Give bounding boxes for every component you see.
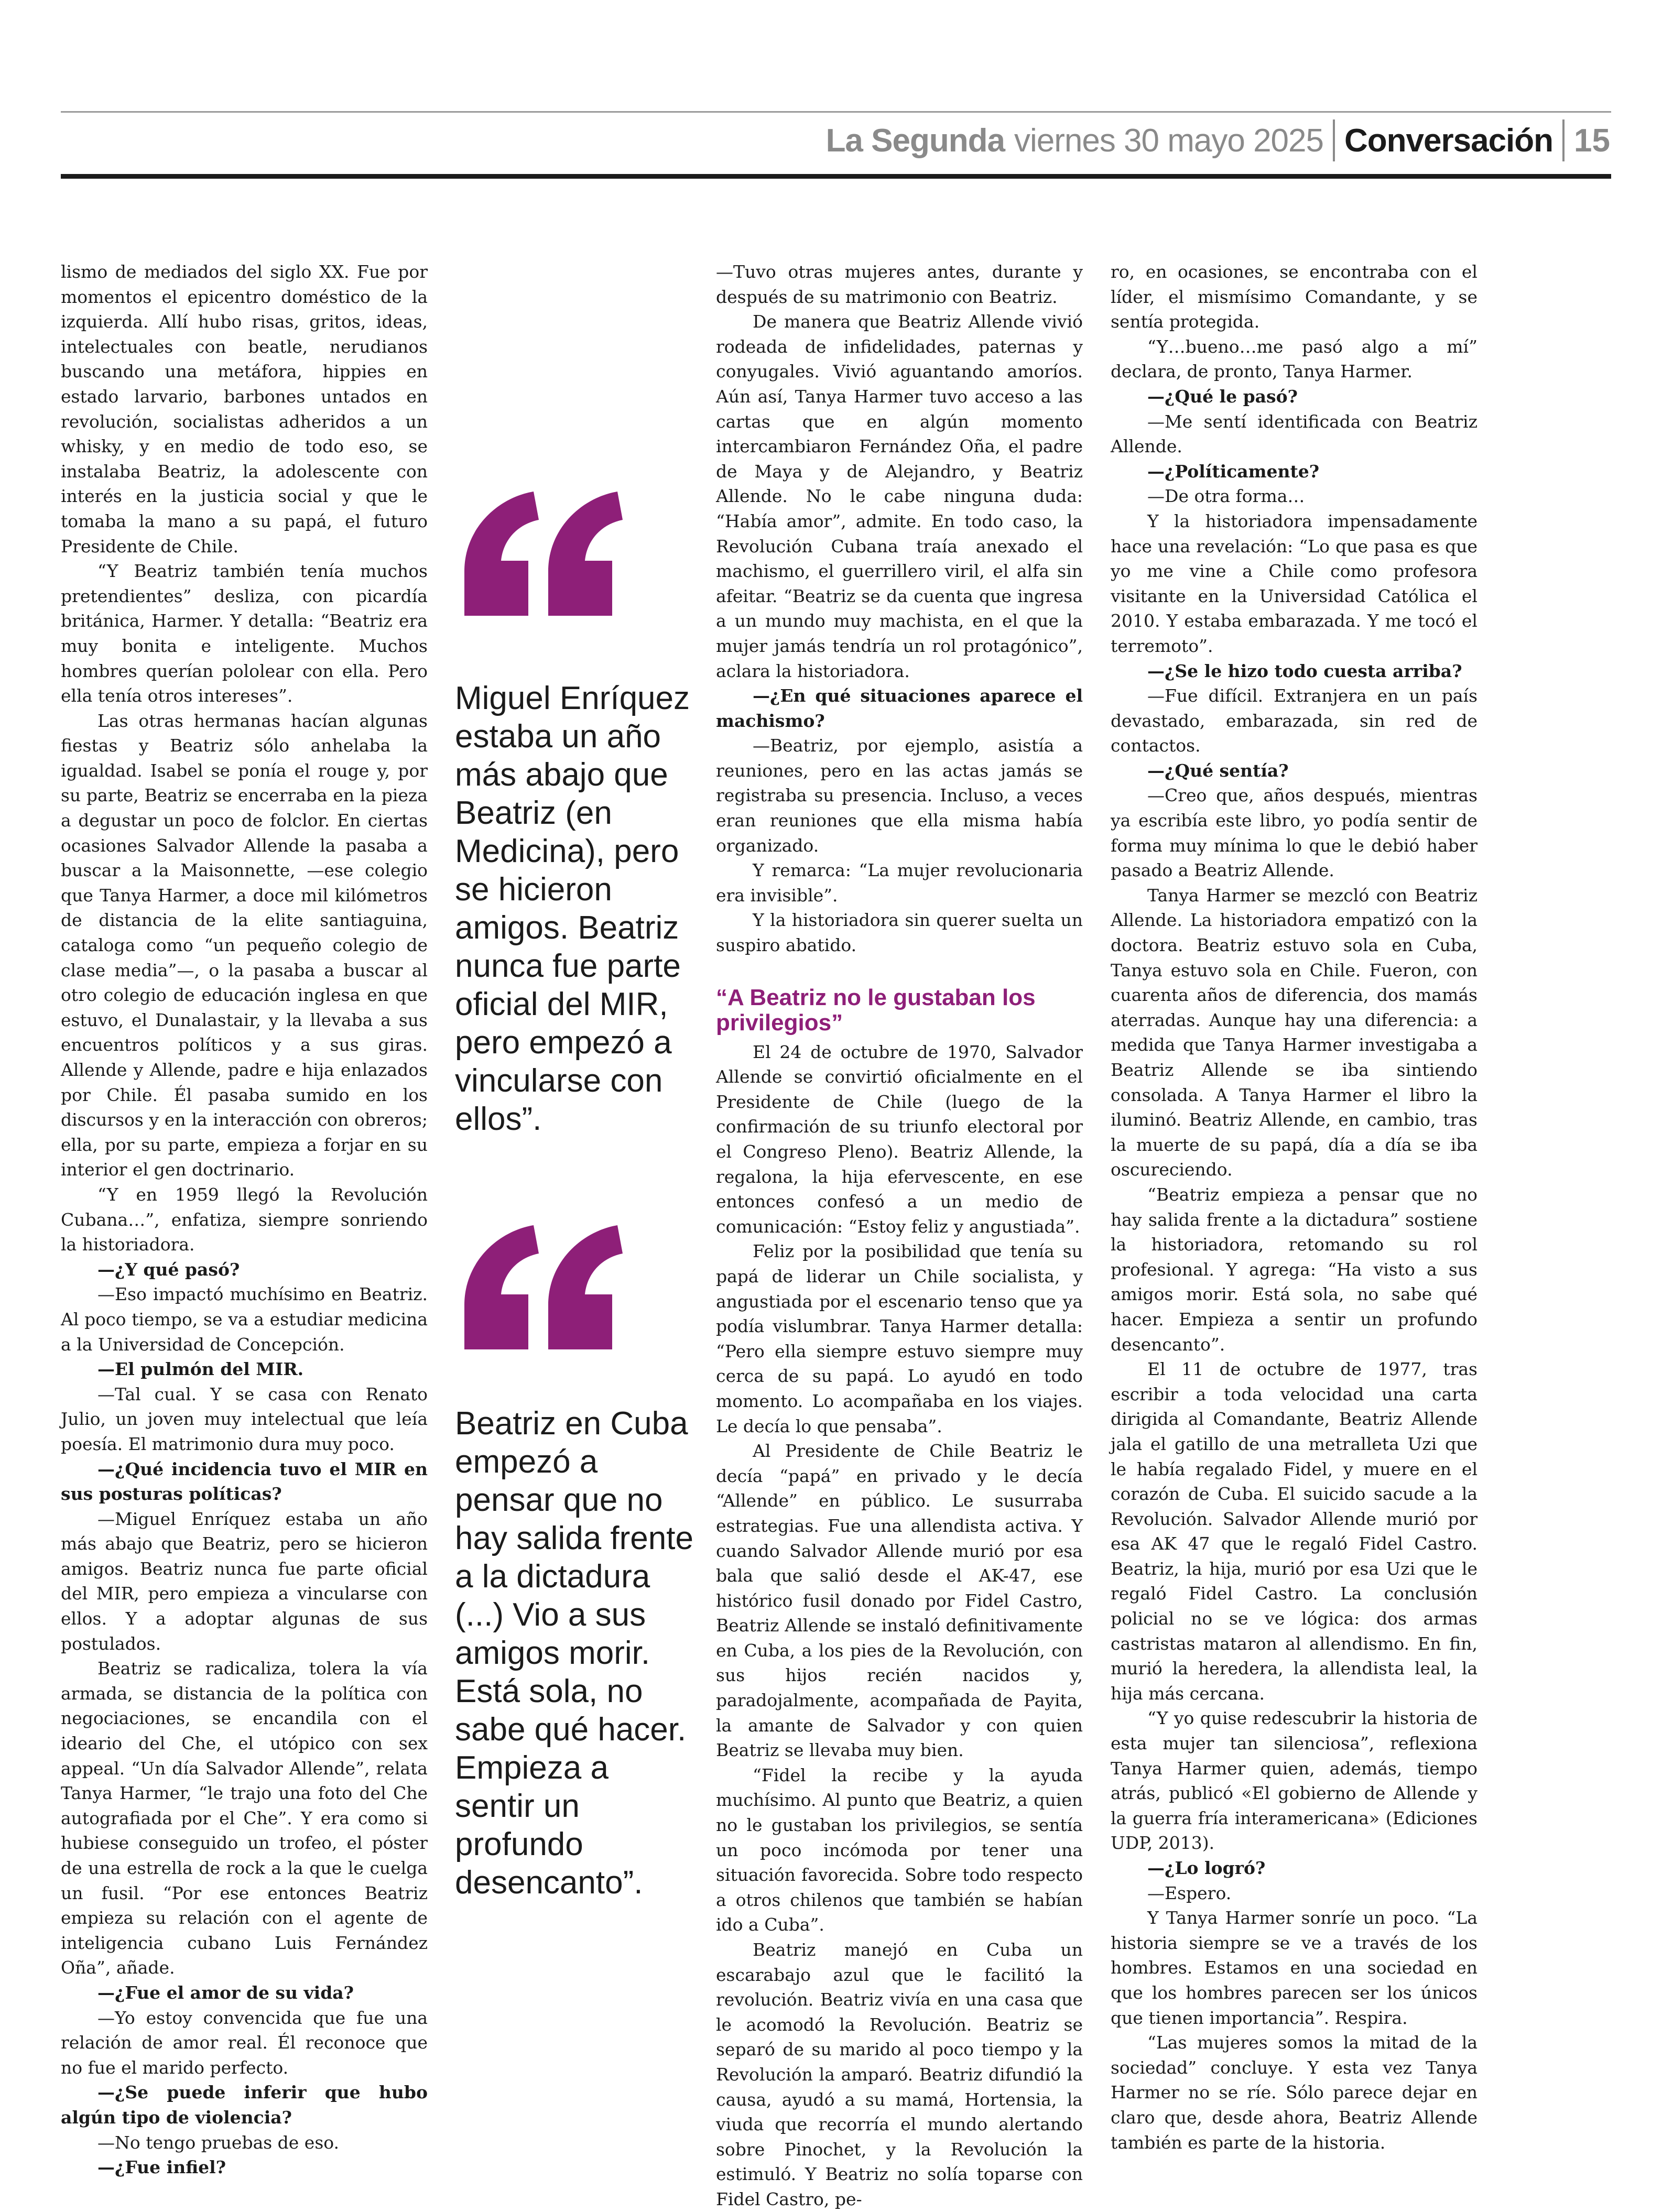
body-paragraph: “Las mujeres somos la mitad de la sociedad” concluye. Y esta vez Tanya Harmer no se ríe. Sólo parece dejar en claro que, desde ahora, Beatriz Allende también es parte de la historia.	[1111, 2032, 1478, 2153]
article-column-3	[716, 259, 1083, 2212]
interview-answer: —Tuvo otras mujeres antes, durante y después de su matrimonio con Beatriz.	[716, 261, 1083, 307]
header-separator	[1562, 119, 1565, 161]
body-paragraph: ro, en ocasiones, se encontraba con el líder, el mismísimo Comandante, y se sentía protegida.	[1111, 261, 1478, 332]
body-paragraph: Y la historiadora impensadamente hace una revelación: “Lo que pasa es que yo me vine a Chile como profesora visitante en la Universidad Católica el 2010. Y estaba embarazada. Y me tocó el terremoto”.	[1111, 510, 1478, 656]
body-paragraph: “Beatriz empieza a pensar que no hay salida frente a la dictadura” sostiene la historiadora, retomando su rol profesional. Y agrega: “Ha visto a sus amigos morir. Está sola, no sabe qué hacer. Empieza a sentir un profundo desencanto”.	[1111, 1184, 1478, 1355]
header-bottom-rule	[61, 174, 1611, 179]
newspaper-brand: La Segunda	[825, 122, 1005, 159]
interview-question: —¿En qué situaciones aparece el machismo?	[716, 685, 1083, 731]
interview-answer: —Eso impactó muchísimo en Beatriz. Al poco tiempo, se va a estudiar medicina a la Universidad de Concepción.	[61, 1284, 428, 1355]
body-paragraph: De manera que Beatriz Allende vivió rodeada de infidelidades, paternas y conyugales. Vivió aguantando amoríos. Aún así, Tanya Harmer tuvo acceso a las cartas que en algún momento intercambiaron Fernández Oña, el padre de Maya y de Alejandro, y Beatriz Allende. No le cabe ninguna duda: “Había amor”, admite. En todo caso, la Revolución Cubana traía anexado el machismo, el guerrillero viril, el alfa sin afeitar. “Beatriz se da cuenta que ingresa a un mundo muy machista, en el que la mujer jamás tendría un rol protagónico”, aclara la historiadora.	[716, 311, 1083, 681]
header-separator	[1333, 119, 1335, 161]
body-paragraph: “Y…bueno…me pasó algo a mí” declara, de pronto, Tanya Harmer.	[1111, 336, 1478, 382]
interview-answer: —No tengo pruebas de eso.	[97, 2132, 340, 2153]
interview-question: —¿Se puede inferir que hubo algún tipo de violencia?	[61, 2082, 428, 2128]
interview-answer: —Me sentí identificada con Beatriz Allende.	[1111, 411, 1478, 457]
body-paragraph: El 24 de octubre de 1970, Salvador Allende se convirtió oficialmente en el Presidente de Chile (luego de la confirmación de su triunfo electoral por el Congreso Pleno). Beatriz Allende, la regalona, la hija efervescente, en ese entonces confesó a un medio de comunicación: “Estoy feliz y angustiada”.	[716, 1041, 1083, 1237]
article-column-4	[1111, 259, 1478, 2155]
interview-answer: —Miguel Enríquez estaba un año más abajo que Beatriz, pero se hicieron amigos. Beatriz nunca fue parte oficial del MIR, pero empieza a vincularse con ellos. Y a adoptar algunas de sus postulados.	[61, 1508, 428, 1654]
section-subhead: “A Beatriz no le gustaban los privilegios”	[716, 984, 1036, 1036]
interview-question: —El pulmón del MIR.	[97, 1359, 304, 1380]
interview-answer: —De otra forma…	[1147, 486, 1305, 507]
interview-answer: —Beatriz, por ejemplo, asistía a reuniones, pero en las actas jamás se registraba su presencia. Incluso, a veces eran reuniones que ella misma había organizado.	[716, 735, 1083, 856]
body-paragraph: Al Presidente de Chile Beatriz le decía “papá” en privado y le decía “Allende” en público. Le susurraba estrategias. Fue una allendista activa. Y cuando Salvador Allende murió por esa bala que salió desde el AK-47, ese histórico fusil donado por Fidel Castro, Beatriz Allende se instaló definitivamente en Cuba, a los pies de la Revolución, con sus hijos recién nacidos y, paradojalmente, acompañada de Payita, la amante de Salvador y con quien Beatriz se llevaba muy bien.	[716, 1441, 1083, 1761]
body-paragraph: lismo de mediados del siglo XX. Fue por momentos el epicentro doméstico de la izquierda. Allí hubo risas, gritos, ideas, intelectuales con beatle, nerudianos buscando una metáfora, hippies en estado larvario, barbones untados en revolución, socialistas adheridos a un whisky, y en medio de todo eso, se instalaba Beatriz, la adolescente con interés en la justicia social y que le tomaba la mano a su papá, el futuro Presidente de Chile.	[61, 261, 428, 557]
body-paragraph: “Fidel la recibe y la ayuda muchísimo. Al punto que Beatriz, a quien no le gustaban los privilegios, se sentía un poco incómoda por tener una situación favorecida. Sobre todo respecto a otros chilenos que también se habían ido a Cuba”.	[716, 1764, 1083, 1935]
body-paragraph: “Y Beatriz también tenía muchos pretendientes” desliza, con picardía británica, Harmer. Y detalla: “Beatriz era muy bonita e inteligente. Muchos hombres querían pololear con ella. Pero ella tenía otros intereses”.	[61, 561, 428, 706]
interview-question: —¿Qué sentía?	[1147, 760, 1289, 781]
page-number: 15	[1574, 122, 1610, 159]
interview-question: —¿Y qué pasó?	[97, 1259, 240, 1280]
body-paragraph: Tanya Harmer se mezcló con Beatriz Allende. La historiadora empatizó con la doctora. Beatriz estuvo sola en Cuba, Tanya estuvo sola en Chile. Fueron, con cuarenta años de diferencia, dos mamás aterradas. Aunque hay una diferencia: a medida que Tanya Harmer investigaba a Beatriz Allende se iba sintiendo consolada. A Tanya Harmer el libro la iluminó. Beatriz Allende, en cambio, tras la muerte de su papá, día a día se iba oscureciendo.	[1111, 885, 1478, 1180]
body-paragraph: Feliz por la posibilidad que tenía su papá de liderar un Chile socialista, y angustiada por el escenario tenso que ya podía vislumbrar. Tanya Harmer detalla: “Pero ella siempre estuvo siempre muy cerca de su papá. Lo ayudó en todo momento. Lo acompañaba en los viajes. Le decía lo que pensaba”.	[716, 1241, 1083, 1436]
issue-date: viernes 30 mayo 2025	[1014, 122, 1323, 159]
interview-question: —¿Fue el amor de su vida?	[97, 1982, 354, 2003]
quote-mark-icon	[455, 1221, 623, 1352]
interview-answer: —Espero.	[1147, 1882, 1232, 1903]
body-paragraph: Beatriz manejó en Cuba un escarabajo azul que le facilitó la revolución. Beatriz vivía en una casa que le acomodó la Revolución. Beatriz se separó de su marido al poco tiempo y la Revolución la amparó. Beatriz difundió la causa, ayudó a su mamá, Hortensia, la viuda que recorría el mundo alertando sobre Pinochet, y la Revolución la estimuló. Y Beatriz no solía toparse con Fidel Castro, pe-	[716, 1939, 1083, 2209]
interview-answer: —Fue difícil. Extranjera en un país devastado, embarazada, sin red de contactos.	[1111, 685, 1478, 756]
interview-question: —¿Se le hizo todo cuesta arriba?	[1147, 660, 1462, 681]
interview-answer: —Yo estoy convencida que fue una relación de amor real. Él reconoce que no fue el marido perfecto.	[61, 2007, 428, 2078]
pull-quote: Miguel Enríquez estaba un año más abajo que Beatriz (en Medicina), pero se hicieron amigos. Beatriz nunca fue parte oficial del MIR, pero empezó a vincularse con ellos”.	[455, 680, 690, 1137]
body-paragraph: Las otras hermanas hacían algunas fiestas y Beatriz sólo anhelaba la igualdad. Isabel se ponía el rouge y, por su parte, Beatriz se encerraba en la pieza a degustar un poco de folclor. En ciertas ocasiones Salvador Allende la pasaba a buscar a la Maisonnette, —ese colegio que Tanya Harmer, a doce mil kilómetros de distancia de la elite santiaguina, cataloga como “un pequeño colegio de clase media”—, o la pasaba a buscar al otro colegio de educación inglesa en que estuvo, el Dunalastair, y la llevaba a sus encuentros políticos y a sus giras. Allende y Allende, padre e hija enlazados por Chile. Él pasaba sumido en los discursos y en la interacción con obreros; ella, por su parte, empieza a forjar en su interior el gen doctrinario.	[61, 710, 428, 1180]
interview-question: —¿Lo logró?	[1147, 1858, 1266, 1878]
section-name: Conversación	[1344, 122, 1554, 159]
article-column-1	[61, 259, 428, 2180]
body-paragraph: Beatriz se radicaliza, tolera la vía armada, se distancia de la política con negociaciones, se encandila con el ideario del Che, el utópico con sex appeal. “Un día Salvador Allende”, relata Tanya Harmer, “le trajo una foto del Che autografiada por el Che”. Y era como si hubiese conseguido un trofeo, el póster de una estrella de rock a la que le cuelga un fusil. “Por ese entonces Beatriz empieza su relación con el agente de inteligencia cubano Luis Fernández Oña”, añade.	[61, 1658, 428, 1978]
body-paragraph: “Y en 1959 llegó la Revolución Cubana…”, enfatiza, siempre sonriendo la historiadora.	[61, 1184, 428, 1255]
body-paragraph: “Y yo quise redescubrir la historia de esta mujer tan silenciosa”, reflexiona Tanya Harmer quien, además, tiempo atrás, publicó «El gobierno de Allende y la guerra fría interamericana» (Ediciones UDP, 2013).	[1111, 1708, 1478, 1854]
body-paragraph: Y remarca: “La mujer revolucionaria era invisible”.	[716, 860, 1083, 906]
body-paragraph: El 11 de octubre de 1977, tras escribir a toda velocidad una carta dirigida al Comandante, Beatriz Allende jala el gatillo de una metralleta Uzi que le había regalado Fidel, y muere en el corazón de Cuba. El suicido sacude a la Revolución. Salvador Allende murió por esa AK 47 que le regaló Fidel Castro. Beatriz, la hija, murió por esa Uzi que le regaló Fidel Castro. La conclusión policial no se ve lógica: dos armas castristas mataron al allendismo. En fin, murió la heredera, la allendista leal, la hija más cercana.	[1111, 1359, 1478, 1704]
interview-question: —¿Qué le pasó?	[1147, 386, 1298, 407]
interview-question: —¿Qué incidencia tuvo el MIR en sus posturas políticas?	[61, 1458, 428, 1505]
interview-question: —¿Políticamente?	[1147, 461, 1320, 482]
interview-question: —¿Fue infiel?	[97, 2157, 226, 2178]
quote-mark-icon	[455, 487, 623, 618]
body-paragraph: Y Tanya Harmer sonríe un poco. “La historia siempre se ve a través de los hombres. Estamos en una sociedad en que los hombres parecen ser los únicos que tienen importancia”. Respira.	[1111, 1908, 1478, 2028]
pull-quote: Beatriz en Cuba empezó a pensar que no hay salida frente a la dictadura (...) Vio a sus amigos morir. Está sola, no sabe qué hacer. Empieza a sentir un profundo desencanto”.	[455, 1405, 693, 1901]
header-top-rule	[61, 111, 1611, 113]
body-paragraph: Y la historiadora sin querer suelta un suspiro abatido.	[716, 910, 1083, 956]
interview-answer: —Tal cual. Y se casa con Renato Julio, un joven muy intelectual que leía poesía. El matrimonio dura muy poco.	[61, 1383, 428, 1454]
page-header	[826, 114, 1610, 167]
interview-answer: —Creo que, años después, mientras ya escribía este libro, yo podía sentir de forma muy mínima lo que le debió haber pasado a Beatriz Allende.	[1111, 785, 1478, 881]
